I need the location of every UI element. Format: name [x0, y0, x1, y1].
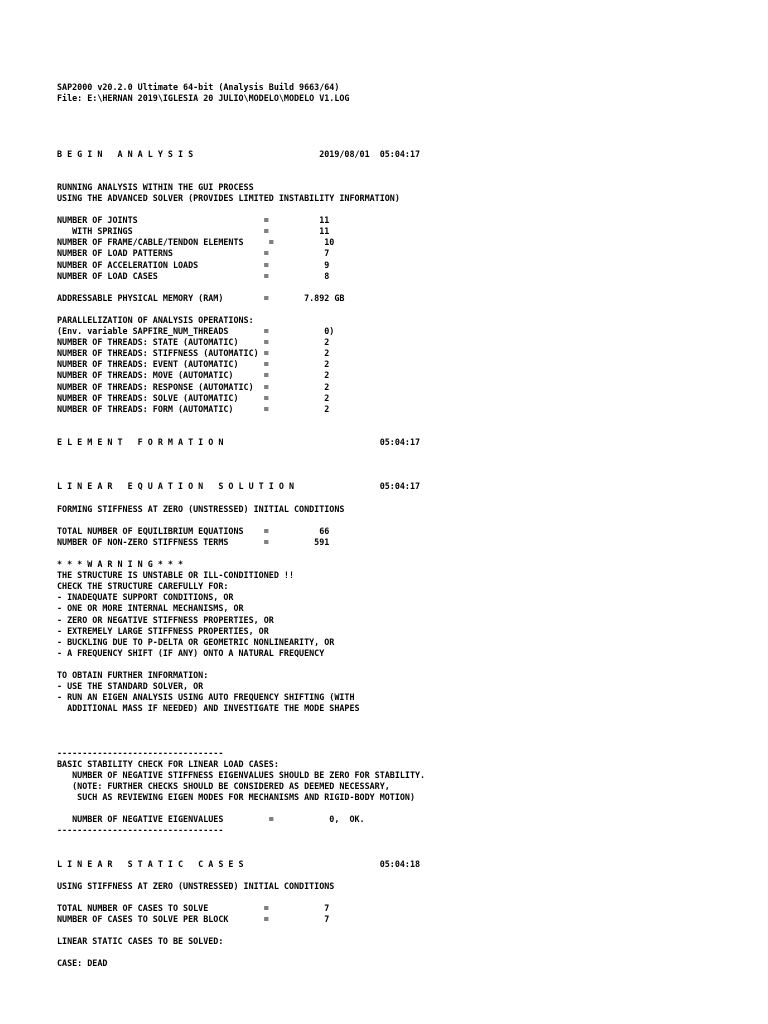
log-line: LINEAR STATIC CASES TO BE SOLVED: — [57, 936, 224, 947]
log-line: NUMBER OF THREADS: STIFFNESS (AUTOMATIC) = 2 — [57, 348, 330, 359]
log-line — [57, 836, 425, 847]
log-line — [57, 459, 425, 470]
log-line — [57, 115, 425, 126]
log-line — [57, 426, 425, 437]
log-line — [57, 515, 425, 526]
log-line — [57, 892, 425, 903]
log-line: (NOTE: FURTHER CHECKS SHOULD BE CONSIDERED AS DEEMED NECESSARY, — [57, 780, 390, 791]
log-line: USING THE ADVANCED SOLVER (PROVIDES LIMITED INSTABILITY INFORMATION) — [57, 192, 400, 203]
log-line: BASIC STABILITY CHECK FOR LINEAR LOAD CASES: — [57, 758, 279, 769]
log-line: PARALLELIZATION OF ANALYSIS OPERATIONS: — [57, 314, 254, 325]
log-line: - EXTREMELY LARGE STIFFNESS PROPERTIES, OR — [57, 625, 269, 636]
log-line: - ONE OR MORE INTERNAL MECHANISMS, OR — [57, 603, 244, 614]
log-line: NUMBER OF ACCELERATION LOADS = 9 — [57, 259, 330, 270]
log-line: TOTAL NUMBER OF CASES TO SOLVE = 7 — [57, 902, 330, 913]
log-line: - BUCKLING DUE TO P-DELTA OR GEOMETRIC NONLINEARITY, OR — [57, 636, 335, 647]
log-line — [57, 803, 425, 814]
log-line — [57, 304, 425, 315]
log-line: NUMBER OF THREADS: MOVE (AUTOMATIC) = 2 — [57, 370, 330, 381]
log-line: NUMBER OF THREADS: SOLVE (AUTOMATIC) = 2 — [57, 392, 330, 403]
log-line: WITH SPRINGS = 11 — [57, 226, 330, 237]
log-line — [57, 659, 425, 670]
log-line: THE STRUCTURE IS UNSTABLE OR ILL-CONDITIONED !! — [57, 570, 294, 581]
log-line: NUMBER OF JOINTS = 11 — [57, 215, 330, 226]
log-line: L I N E A R S T A T I C C A S E S 05:04:18 — [57, 858, 421, 869]
log-line: NUMBER OF THREADS: EVENT (AUTOMATIC) = 2 — [57, 359, 330, 370]
log-line: --------------------------------- — [57, 825, 224, 836]
log-line: NUMBER OF LOAD PATTERNS = 7 — [57, 248, 330, 259]
log-line: USING STIFFNESS AT ZERO (UNSTRESSED) INITIAL CONDITIONS — [57, 880, 335, 891]
log-line: - INADEQUATE SUPPORT CONDITIONS, OR — [57, 592, 234, 603]
log-line — [57, 870, 425, 881]
log-line: - USE THE STANDARD SOLVER, OR — [57, 681, 204, 692]
log-line — [57, 548, 425, 559]
log-line — [57, 925, 425, 936]
log-line: * * * W A R N I N G * * * — [57, 559, 184, 570]
log-line: NUMBER OF THREADS: RESPONSE (AUTOMATIC) = 2 — [57, 381, 330, 392]
log-line — [57, 492, 425, 503]
log-line: NUMBER OF LOAD CASES = 8 — [57, 270, 330, 281]
log-line: --------------------------------- — [57, 747, 224, 758]
log-line: TO OBTAIN FURTHER INFORMATION: — [57, 669, 209, 680]
log-line — [57, 470, 425, 481]
log-line: ADDRESSABLE PHYSICAL MEMORY (RAM) = 7.892 GB — [57, 292, 345, 303]
log-line: NUMBER OF THREADS: FORM (AUTOMATIC) = 2 — [57, 403, 330, 414]
log-line: L I N E A R E Q U A T I O N S O L U T I O N 05:04:17 — [57, 481, 421, 492]
log-line — [57, 137, 425, 148]
log-line: NUMBER OF FRAME/CABLE/TENDON ELEMENTS = 10 — [57, 237, 335, 248]
log-line: FORMING STIFFNESS AT ZERO (UNSTRESSED) INITIAL CONDITIONS — [57, 503, 345, 514]
log-line: CASE: DEAD — [57, 958, 108, 969]
log-line: NUMBER OF NEGATIVE EIGENVALUES = 0, OK. — [57, 814, 365, 825]
log-line: TOTAL NUMBER OF EQUILIBRIUM EQUATIONS = 66 — [57, 525, 330, 536]
log-line — [57, 282, 425, 293]
log-line: NUMBER OF NON-ZERO STIFFNESS TERMS = 591 — [57, 536, 330, 547]
log-line: NUMBER OF NEGATIVE STIFFNESS EIGENVALUES SHOULD BE ZERO FOR STABILITY. — [57, 769, 426, 780]
log-line — [57, 847, 425, 858]
log-line: SUCH AS REVIEWING EIGEN MODES FOR MECHANISMS AND RIGID-BODY MOTION) — [57, 792, 415, 802]
log-line: - ZERO OR NEGATIVE STIFFNESS PROPERTIES, OR — [57, 614, 274, 625]
log-line: - RUN AN EIGEN ANALYSIS USING AUTO FREQUENCY SHIFTING (WITH — [57, 692, 355, 703]
log-line — [57, 725, 425, 736]
log-line — [57, 947, 425, 958]
analysis-log-text — [57, 82, 425, 970]
log-line: NUMBER OF CASES TO SOLVE PER BLOCK = 7 — [57, 914, 330, 925]
log-line: NUMBER OF THREADS: STATE (AUTOMATIC) = 2 — [57, 337, 330, 348]
log-line: File: E:\HERNAN 2019\IGLESIA 20 JULIO\MODELO\MODELO V1.LOG — [57, 93, 350, 104]
log-line: (Env. variable SAPFIRE_NUM_THREADS = 0) — [57, 326, 335, 337]
log-line: SAP2000 v20.2.0 Ultimate 64-bit (Analysis Build 9663/64) — [57, 82, 340, 92]
log-line: RUNNING ANALYSIS WITHIN THE GUI PROCESS — [57, 181, 254, 192]
log-line: E L E M E N T F O R M A T I O N 05:04:17 — [57, 437, 421, 447]
log-line — [57, 737, 425, 748]
log-line: B E G I N A N A L Y S I S 2019/08/01 05:04:17 — [57, 148, 421, 159]
log-line: - A FREQUENCY SHIFT (IF ANY) ONTO A NATURAL FREQUENCY — [57, 647, 325, 658]
log-line — [57, 714, 425, 725]
log-line — [57, 448, 425, 459]
log-line — [57, 171, 425, 182]
log-line — [57, 126, 425, 137]
log-line: ADDITIONAL MASS IF NEEDED) AND INVESTIGATE THE MODE SHAPES — [57, 703, 360, 714]
log-line: CHECK THE STRUCTURE CAREFULLY FOR: — [57, 581, 229, 592]
log-line — [57, 160, 425, 171]
log-line — [57, 204, 425, 215]
log-line — [57, 104, 425, 115]
log-line — [57, 415, 425, 426]
